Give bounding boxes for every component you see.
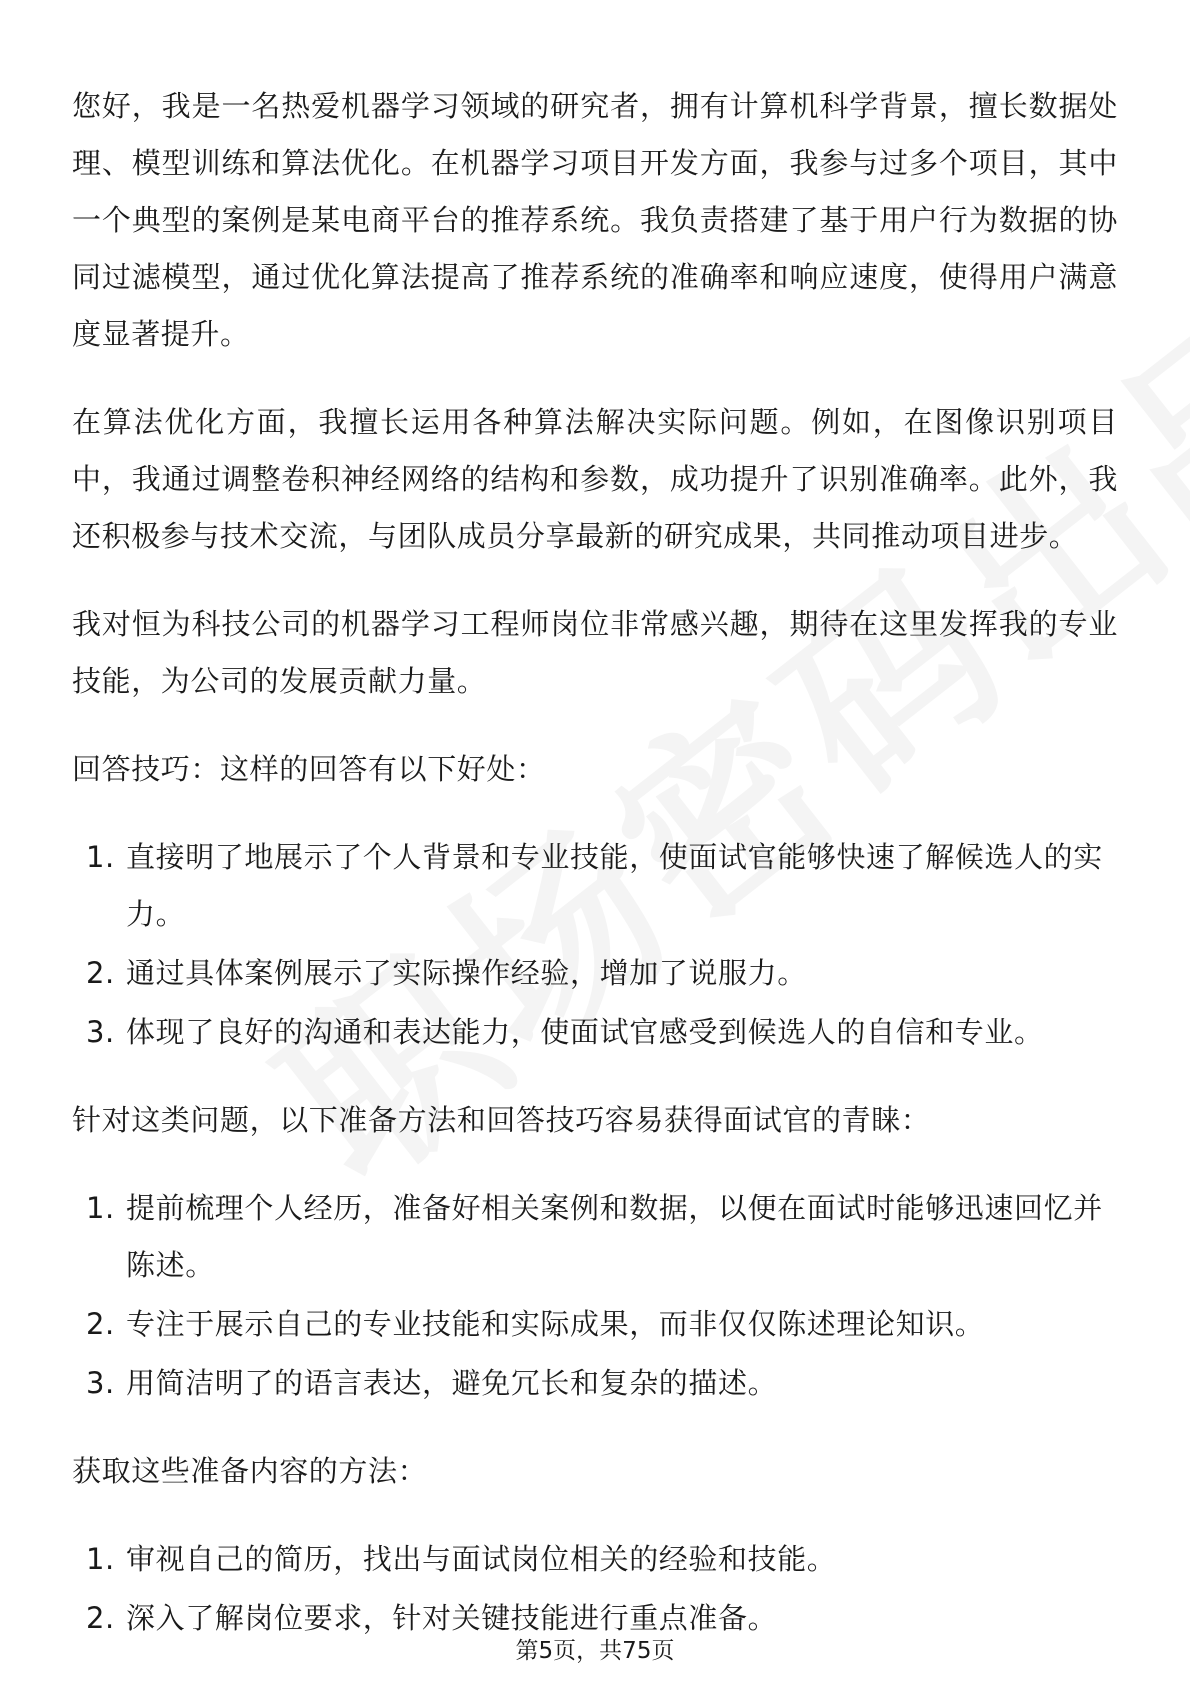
list-item [72,945,1118,1002]
tips-heading: 回答技巧：这样的回答有以下好处： [72,752,546,786]
list-item [72,1531,1118,1588]
list-item [72,829,1118,943]
methods-heading: 获取这些准备内容的方法： [72,1454,428,1488]
prep-heading: 针对这类问题，以下准备方法和回答技巧容易获得面试官的青睐： [72,1103,931,1137]
list-item [72,1355,1118,1412]
list-number: 1. [86,840,115,874]
list-item [72,1180,1118,1294]
list-item-text: 审视自己的简历，找出与面试岗位相关的经验和技能。 [126,1542,837,1576]
document-body [72,78,1118,1678]
list-item-text: 直接明了地展示了个人背景和专业技能，使面试官能够快速了解候选人的实力。 [126,840,1103,931]
list-number: 2. [86,1601,115,1635]
list-item-text: 用简洁明了的语言表达，避免冗长和复杂的描述。 [126,1366,778,1400]
paragraph-algorithm: 在算法优化方面，我擅长运用各种算法解决实际问题。例如，在图像识别项目中，我通过调整卷积神经网络的结构和参数，成功提升了识别准确率。此外，我还积极参与技术交流，与团队成员分享最新的研究成果，共同推动项目进步。 [72,405,1118,553]
list-item-text: 专注于展示自己的专业技能和实际成果，而非仅仅陈述理论知识。 [126,1307,985,1341]
list-number: 3. [86,1366,115,1400]
list-number: 3. [86,1015,115,1049]
list-number: 2. [86,956,115,990]
paragraph-interest: 我对恒为科技公司的机器学习工程师岗位非常感兴趣，期待在这里发挥我的专业技能，为公司的发展贡献力量。 [72,607,1118,698]
tips-list [72,829,1118,1061]
list-number: 1. [86,1191,115,1225]
prep-list [72,1180,1118,1412]
list-number: 1. [86,1542,115,1576]
list-number: 2. [86,1307,115,1341]
list-item-text: 体现了良好的沟通和表达能力，使面试官感受到候选人的自信和专业。 [126,1015,1044,1049]
methods-list [72,1531,1118,1647]
paragraph-intro: 您好，我是一名热爱机器学习领域的研究者，拥有计算机科学背景，擅长数据处理、模型训练和算法优化。在机器学习项目开发方面，我参与过多个项目，其中一个典型的案例是某电商平台的推荐系统。我负责搭建了基于用户行为数据的协同过滤模型，通过优化算法提高了推荐系统的准确率和响应速度，使得用户满意度显著提升。 [72,89,1118,351]
list-item-text: 通过具体案例展示了实际操作经验，增加了说服力。 [126,956,807,990]
list-item [72,1296,1118,1353]
list-item-text: 深入了解岗位要求，针对关键技能进行重点准备。 [126,1601,778,1635]
list-item-text: 提前梳理个人经历，准备好相关案例和数据，以便在面试时能够迅速回忆并陈述。 [126,1191,1103,1282]
list-item [72,1004,1118,1061]
page-number: 第5页，共75页 [515,1638,675,1664]
